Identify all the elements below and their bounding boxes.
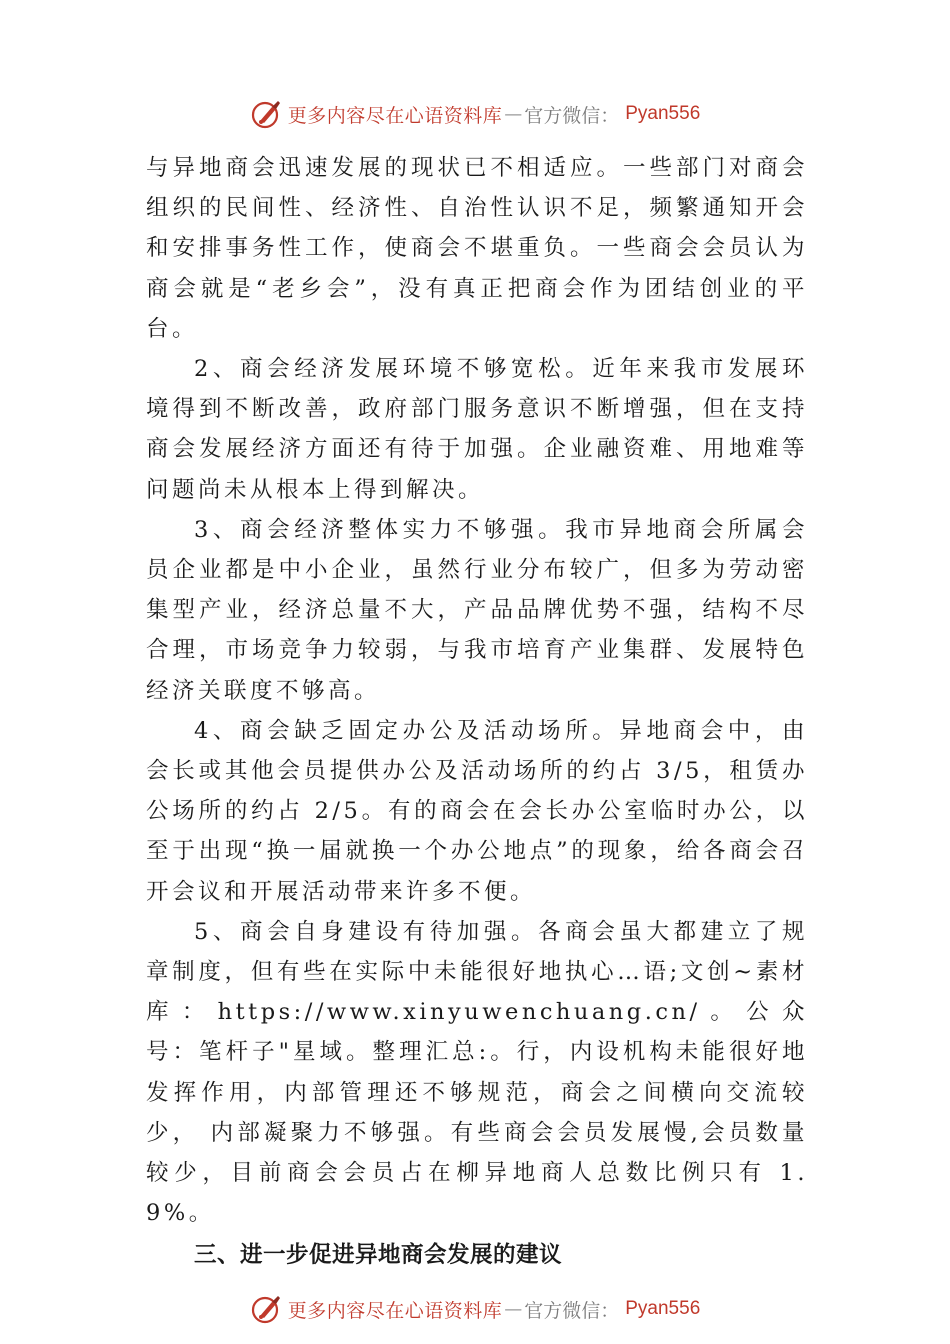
- banner-official-label: 官方微信：: [524, 1299, 620, 1322]
- header-banner: [0, 94, 950, 134]
- document-body: [146, 148, 808, 1276]
- banner-title: 更多内容尽在心语资料库: [287, 104, 503, 127]
- banner-separator: —: [504, 1298, 523, 1320]
- paragraph-item-5: 5、商会自身建设有待加强。各商会虽大都建立了规章制度，但有些在实际中未能很好地执心…语;文创~素材库：https://www.xinyuwenchuang.cn/。公众号：笔杆子"星域。整理汇总:。行，内设机构未能很好地发挥作用，内部管理还不够规范，商会之间横向交流较少， 内部凝聚力不够强。有些商会会员发展慢,会员数量较少，目前商会会员占在柳异地商人总数比例只有 1.9%。: [146, 918, 808, 1227]
- banner-wechat-id: Pyan556: [625, 103, 701, 124]
- paragraph-item-3: 3、商会经济整体实力不够强。我市异地商会所属会员企业都是中小企业，虽然行业分布较广，但多为劳动密集型产业，经济总量不大，产品品牌优势不强，结构不尽合理，市场竞争力较弱，与我市培育产业集群、发展特色经济关联度不够高。: [146, 516, 808, 704]
- footer-banner: [0, 1289, 950, 1329]
- banner-title: 更多内容尽在心语资料库: [287, 1299, 503, 1322]
- brush-pen-logo-icon: [250, 1292, 284, 1326]
- banner-official-label: 官方微信：: [524, 104, 620, 127]
- banner-separator: —: [504, 103, 523, 125]
- banner-wechat-id: Pyan556: [625, 1298, 701, 1319]
- paragraph-item-4: 4、商会缺乏固定办公及活动场所。异地商会中，由会长或其他会员提供办公及活动场所的约占 3/5，租赁办公场所的约占 2/5。有的商会在会长办公室临时办公，以至于出现“换一届就换一个办公地点”的现象，给各商会召开会议和开展活动带来许多不便。: [146, 717, 808, 905]
- brush-pen-logo-icon: [250, 97, 284, 131]
- paragraph-item-2: 2、商会经济发展环境不够宽松。近年来我市发展环境得到不断改善，政府部门服务意识不断增强，但在支持商会发展经济方面还有待于加强。企业融资难、用地难等问题尚未从根本上得到解决。: [146, 356, 808, 503]
- paragraph-continuation: 与异地商会迅速发展的现状已不相适应。一些部门对商会组织的民间性、经济性、自治性认识不足，频繁通知开会和安排事务性工作，使商会不堪重负。一些商会会员认为商会就是“老乡会”，没有真正把商会作为团结创业的平台。: [146, 155, 808, 342]
- section-heading: 三、进一步促进异地商会发展的建议: [194, 1242, 563, 1269]
